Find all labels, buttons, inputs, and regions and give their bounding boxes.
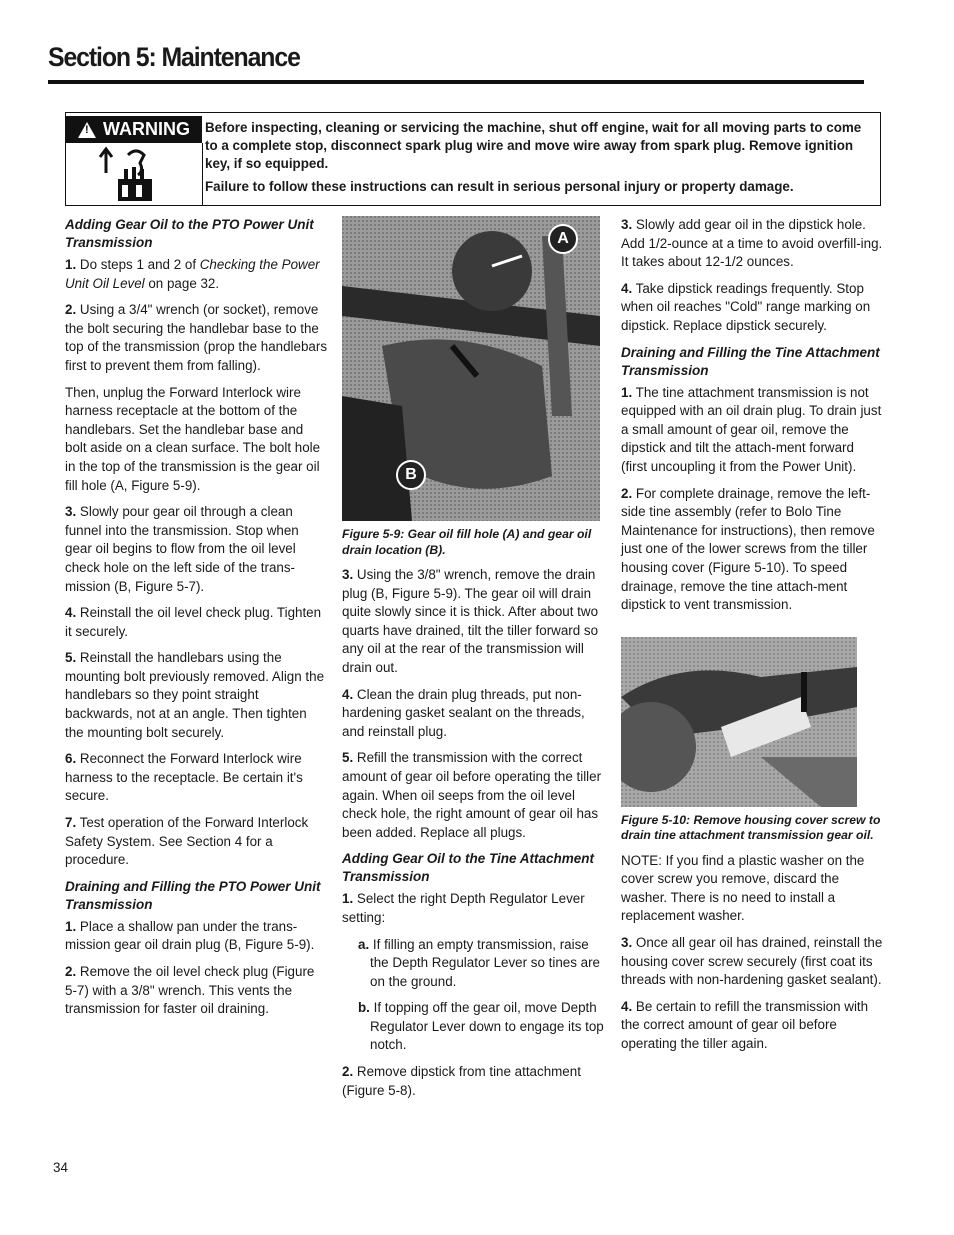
col3-drain-1: 1. The tine attachment transmission is not equipped with an oil drain plug. To drain just a small amount of gear oil, remove the dipstick and tilt the attach-ment forward (first uncoupling it from the Power Unit).: [621, 384, 882, 474]
warning-box: [65, 112, 881, 206]
spark-plug-disconnect-icon: [66, 143, 202, 205]
col2-tine-b: b. If topping off the gear oil, move Depth Regulator Lever down to engage its top notch.: [358, 1000, 604, 1053]
page-number: 34: [53, 1160, 68, 1175]
column-2: [342, 216, 606, 1108]
col2-step-4: 4. Clean the drain plug threads, put non-hardening gasket sealant on the threads, and reinstall plug.: [342, 686, 585, 739]
figure-5-10-caption: Figure 5-10: Remove housing cover screw to drain tine attachment transmission gear oil.: [621, 812, 881, 843]
col2-tine-2: 2. Remove dipstick from tine attachment (Figure 5-8).: [342, 1064, 581, 1098]
column-3: [621, 216, 883, 1062]
col2-step-5: 5. Refill the transmission with the correct amount of gear oil before operating the tiller again. When oil seeps from the oil level check hole, the right amount of gear oil has been added. Replace all plugs.: [342, 750, 602, 840]
column-1: [65, 216, 327, 1027]
fig-badge-a: A: [548, 224, 578, 254]
col3-note: NOTE: If you find a plastic washer on the cover screw you remove, discard the washer. There is no need to install a replacement washer.: [621, 852, 865, 924]
warning-line-1: Before inspecting, cleaning or servicing the machine, shut off engine, wait for all moving parts to come to a complete stop, disconnect spark plug wire and move wire away from spark plug. Remove ignition key, if so equipped.: [205, 120, 862, 171]
col1-step-1: 1. Do steps 1 and 2 of Checking the Power Unit Oil Level on page 32.: [65, 257, 320, 291]
col3-drain-2: 2. For complete drainage, remove the left-side tine assembly (refer to Bolo Tine Maintenance for instructions), then remove just one of the lower screws from the tiller housing cover (Figure 5-10). To speed drainage, remove the tine attach-ment dipstick to vent transmission.: [621, 485, 875, 613]
figure-5-10-photo: [621, 637, 857, 807]
heading-draining-pto: Draining and Filling the PTO Power Unit Transmission: [65, 878, 321, 912]
warning-triangle-icon: [78, 122, 96, 138]
col3-step-3: 3. Slowly add gear oil in the dipstick hole. Add 1/2-ounce at a time to avoid overfill-ing. It takes about 12-1/2 ounces.: [621, 217, 883, 270]
col3-drain-3: 3. Once all gear oil has drained, reinstall the housing cover screw securely (first coat its threads with non-hardening gasket sealant).: [621, 935, 883, 988]
col1-step-5: 5. Reinstall the handlebars using the mounting bolt previously removed. Align the handlebars so they point straight backwards, not at an angle. Then tighten the mounting bolt securely.: [65, 650, 325, 740]
housing-cover-photo: [621, 637, 857, 807]
warning-pictogram: [66, 143, 203, 205]
header-rule: [48, 80, 864, 84]
col3-step-4: 4. Take dipstick readings frequently. Stop when oil reaches "Cold" range marking on dipstick. Replace dipstick securely.: [621, 280, 871, 333]
warning-text: [205, 119, 874, 201]
col2-tine-a: a. If filling an empty transmission, raise the Depth Regulator Lever so tines are on the ground.: [358, 936, 601, 989]
figure-5-9-photo: [342, 216, 600, 521]
col1-step-7: 7. Test operation of the Forward Interlock Safety System. See Section 4 for a procedure.: [65, 815, 309, 868]
col3-drain-4: 4. Be certain to refill the transmission with the correct amount of gear oil before operating the tiller again.: [621, 998, 869, 1052]
transmission-photo: [342, 216, 600, 521]
col1-step-2b: Then, unplug the Forward Interlock wire harness receptacle at the bottom of the handlebars. Set the handlebar base and bolt aside on a clean surface. The bolt hole in the top of the transmission is the gear oil fill hole (A, Figure 5-9).: [65, 384, 321, 493]
warning-label: [66, 116, 202, 143]
col2-step-3: 3. Using the 3/8" wrench, remove the drain plug (B, Figure 5-9). The gear oil will drain quite slowly since it is thick. After about two quarts have drained, tilt the tiller forward so any oil at the rear of the transmission will drain out.: [342, 567, 599, 675]
heading-adding-tine: Adding Gear Oil to the Tine Attachment Transmission: [342, 851, 595, 885]
col1-drain-1: 1. Place a shallow pan under the trans-mission gear oil drain plug (B, Figure 5-9).: [65, 918, 315, 953]
col2-tine-1: 1. Select the right Depth Regulator Lever setting:: [342, 891, 585, 925]
warning-line-2: Failure to follow these instructions can result in serious personal injury or property damage.: [205, 179, 794, 194]
page-title: Section 5: Maintenance: [48, 42, 300, 72]
figure-5-9-caption: Figure 5-9: Gear oil fill hole (A) and gear oil drain location (B).: [342, 527, 592, 557]
col1-step-3: 3. Slowly pour gear oil through a clean funnel into the transmission. Stop when gear oil begins to flow from the oil level check hole on the left side of the trans-mission (B, Figure 5-7).: [65, 504, 299, 594]
heading-draining-tine: Draining and Filling the Tine Attachment Transmission: [621, 344, 880, 378]
col1-step-6: 6. Reconnect the Forward Interlock wire harness to the receptacle. Be certain it's secure.: [65, 751, 303, 804]
col1-drain-2: 2. Remove the oil level check plug (Figure 5-7) with a 3/8" wrench. This vents the transmission for faster oil draining.: [65, 964, 315, 1017]
col1-step-4: 4. Reinstall the oil level check plug. Tighten it securely.: [65, 605, 322, 639]
fig-badge-b: B: [396, 460, 426, 490]
warning-label-text: WARNING: [103, 119, 190, 139]
heading-adding-pto: Adding Gear Oil to the PTO Power Unit Transmission: [65, 217, 314, 250]
col1-step-2: 2. Using a 3/4" wrench (or socket), remove the bolt securing the handlebar base to the top of the transmission (prop the handlebars first to prevent them from falling).: [65, 302, 328, 373]
